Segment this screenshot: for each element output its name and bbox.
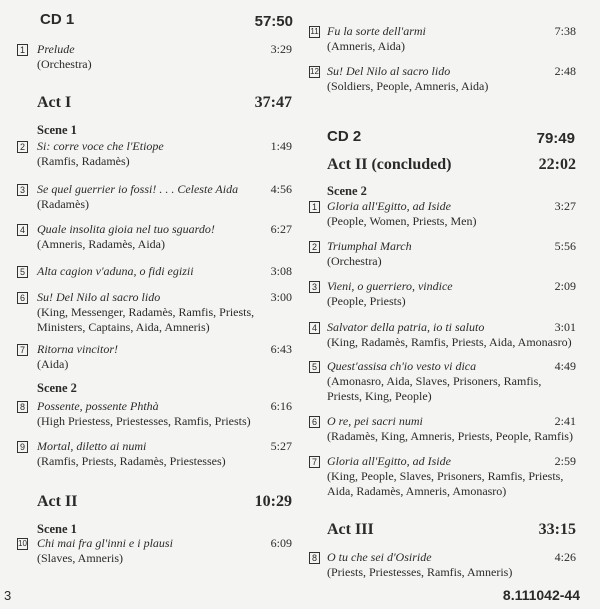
track-performers: (Amonasro, Aida, Slaves, Prisoners, Ramfis, Priests, King, People) — [327, 374, 542, 403]
track-title: Gloria all'Egitto, ad Iside — [327, 454, 451, 468]
track-duration: 6:43 — [270, 342, 292, 356]
act-duration: 33:15 — [538, 521, 576, 538]
track-number-box: 3 — [17, 184, 28, 196]
track-title: Ritorna vincitor! — [37, 342, 118, 356]
track-number-box: 5 — [309, 361, 320, 373]
track-title: O tu che sei d'Osiride — [327, 550, 432, 564]
track-performers: (People, Priests) — [327, 294, 406, 308]
cd2-duration: 79:49 — [536, 130, 575, 147]
track-duration: 1:49 — [270, 139, 292, 153]
track-duration: 5:27 — [270, 439, 292, 453]
track-title: Su! Del Nilo al sacro lido — [327, 64, 451, 78]
track-title: Triumphal March — [327, 239, 412, 253]
track-title: Mortal, diletto ai numi — [37, 439, 147, 453]
cd1-duration: 57:50 — [254, 13, 293, 30]
track-title: Gloria all'Egitto, ad Iside — [327, 199, 451, 213]
track-number-box: 7 — [309, 456, 320, 468]
track-number-box: 1 — [309, 201, 320, 213]
track-duration: 7:38 — [554, 24, 576, 38]
track-duration: 2:09 — [554, 279, 576, 293]
track-duration: 3:00 — [270, 290, 292, 304]
track-number-box: 8 — [309, 552, 320, 564]
track-title: Vieni, o guerriero, vindice — [327, 279, 453, 293]
track-performers: (Orchestra) — [327, 254, 382, 268]
track-performers: (Amneris, Radamès, Aida) — [37, 237, 165, 251]
scene-heading: Scene 1 — [37, 123, 77, 137]
track-number-box: 6 — [17, 292, 28, 304]
act-heading: Act I — [37, 94, 72, 111]
track-title: Fu la sorte dell'armi — [327, 24, 426, 38]
track-duration: 2:59 — [554, 454, 576, 468]
track-title: Su! Del Nilo al sacro lido — [37, 290, 161, 304]
track-performers: (King, Messenger, Radamès, Ramfis, Priests, Ministers, Captains, Aida, Amneris) — [37, 305, 255, 334]
track-duration: 3:27 — [554, 199, 576, 213]
track-duration: 4:26 — [554, 550, 576, 564]
track-duration: 2:48 — [554, 64, 576, 78]
track-duration: 5:56 — [554, 239, 576, 253]
track-title: O re, pei sacri numi — [327, 414, 423, 428]
track-duration: 2:41 — [554, 414, 576, 428]
track-performers: (Ramfis, Priests, Radamès, Priestesses) — [37, 454, 226, 468]
track-title: Chi mai fra gl'inni e i plausi — [37, 536, 173, 550]
act-heading: Act II — [37, 493, 78, 510]
act-duration: 10:29 — [254, 493, 292, 510]
scene-heading: Scene 2 — [327, 184, 367, 198]
track-duration: 3:08 — [270, 264, 292, 278]
track-number-box: 12 — [310, 67, 319, 76]
track-performers: (Ramfis, Radamès) — [37, 154, 130, 168]
act-heading: Act II (concluded) — [327, 156, 452, 173]
track-performers: (High Priestess, Priestesses, Ramfis, Priests) — [37, 414, 251, 428]
track-title: Si: corre voce che l'Etiope — [37, 139, 164, 153]
track-performers: (Orchestra) — [37, 57, 92, 71]
track-number-box: 7 — [17, 344, 28, 356]
track-performers: (Slaves, Amneris) — [37, 551, 123, 565]
track-number-box: 2 — [309, 241, 320, 253]
act-duration: 22:02 — [538, 156, 576, 173]
catalog-number: 8.111042-44 — [502, 587, 580, 603]
track-duration: 6:27 — [270, 222, 292, 236]
act-heading: Act III — [327, 521, 374, 538]
page-number: 3 — [4, 588, 12, 603]
act-duration: 37:47 — [254, 94, 292, 111]
track-performers: (People, Women, Priests, Men) — [327, 214, 477, 228]
track-title: Possente, possente Phthà — [37, 399, 159, 413]
track-number-box: 8 — [17, 401, 28, 413]
track-performers: (King, People, Slaves, Prisoners, Ramfis, Priests, Aida, Radamès, Amneris, Amonasro) — [327, 469, 564, 498]
track-performers: (Aida) — [37, 357, 69, 371]
track-number-box: 6 — [309, 416, 320, 428]
track-title: Salvator della patria, io ti saluto — [327, 320, 485, 334]
track-title: Se quel guerrier io fossi! . . . Celeste Aida — [37, 182, 239, 196]
track-duration: 6:09 — [270, 536, 292, 550]
track-number-box: 1 — [17, 44, 28, 56]
cd2-label: CD 2 — [327, 128, 362, 145]
track-performers: (Priests, Priestesses, Ramfis, Amneris) — [327, 565, 513, 579]
track-number-box: 4 — [17, 224, 28, 236]
scene-heading: Scene 1 — [37, 522, 77, 536]
track-performers: (Amneris, Aida) — [327, 39, 405, 53]
track-duration: 3:29 — [270, 42, 292, 56]
track-number-box: 3 — [309, 281, 320, 293]
track-number-box: 10 — [18, 539, 27, 548]
cd1-label: CD 1 — [40, 11, 75, 28]
track-performers: (Radamès) — [37, 197, 89, 211]
track-number-box: 9 — [17, 441, 28, 453]
track-duration: 4:56 — [270, 182, 292, 196]
track-title: Prelude — [37, 42, 75, 56]
track-number-box: 4 — [309, 322, 320, 334]
scene-heading: Scene 2 — [37, 381, 77, 395]
track-performers: (Radamès, King, Amneris, Priests, People, Ramfis) — [327, 429, 573, 443]
track-title: Quest'assisa ch'io vesto vi dica — [327, 359, 477, 373]
track-duration: 6:16 — [270, 399, 292, 413]
track-number-box: 11 — [310, 27, 319, 36]
track-title: Alta cagion v'aduna, o fidi egizii — [37, 264, 194, 278]
track-performers: (King, Radamès, Ramfis, Priests, Aida, Amonasro) — [327, 335, 572, 349]
track-duration: 3:01 — [554, 320, 576, 334]
track-duration: 4:49 — [554, 359, 576, 373]
track-performers: (Soldiers, People, Amneris, Aida) — [327, 79, 489, 93]
track-number-box: 2 — [17, 141, 28, 153]
track-title: Quale insolita gioia nel tuo sguardo! — [37, 222, 215, 236]
track-number-box: 5 — [17, 266, 28, 278]
